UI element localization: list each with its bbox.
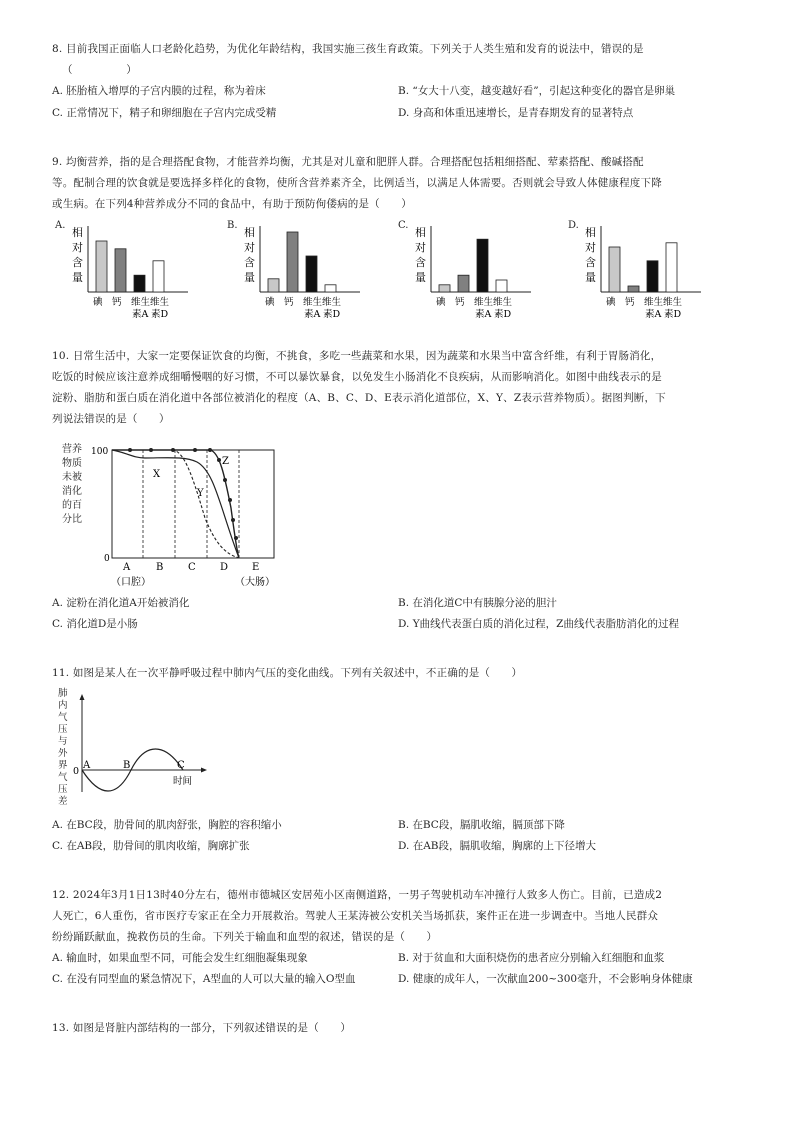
q11-option-c: C. 在AB段，肋骨间的肌肉收缩，胸廓扩张	[52, 840, 250, 852]
label-mouth: （口腔）	[111, 577, 151, 588]
q10-stem-line4: 列说法错误的是（ ）	[52, 413, 170, 425]
chart-ylabel-char: 相	[585, 226, 596, 239]
q10-stem-line2: 吃饭的时候应该注意养成细嚼慢咽的好习惯，不可以暴饮暴食，以免发生小肠消化不良疾病，从而影响消化。如图中曲线表示的是	[52, 371, 662, 383]
label-z: Z	[222, 456, 229, 467]
point-b: B	[123, 760, 131, 771]
q13-stem-line1: 13. 如图是肾脏内部结构的一部分，下列叙述错误的是（ ）	[52, 1022, 352, 1034]
digestion-ylabel-6: 分比	[62, 514, 82, 525]
chart-xlabel: 碘	[265, 297, 275, 308]
q12-option-a: A. 输血时，如果血型不同，可能会发生红细胞凝集现象	[52, 952, 308, 964]
q11-option-a: A. 在BC段，肋骨间的肌肉舒张，胸腔的容积缩小	[52, 819, 282, 831]
q11-option-b: B. 在BC段，膈肌收缩，膈顶部下降	[398, 819, 565, 831]
digestion-ylabel-3: 未被	[62, 472, 82, 483]
chart-xlabel: 维生	[131, 297, 151, 308]
q11-stem-line1: 11. 如图是某人在一次平静呼吸过程中肺内气压的变化曲线。下列有关叙述中，不正确的是（ ）	[52, 667, 523, 679]
q11-option-d: D. 在AB段，膈肌收缩，胸廓的上下径增大	[398, 840, 597, 852]
nutrient-bar	[268, 279, 279, 292]
q10-option-c: C. 消化道D是小肠	[52, 618, 138, 630]
q9-chart-letter: C.	[398, 220, 409, 231]
nutrient-bar	[628, 286, 639, 292]
curve-z	[112, 450, 239, 558]
nutrient-bar	[96, 241, 107, 292]
chart-ylabel-char: 含	[585, 256, 596, 269]
q12-option-b: B. 对于贫血和大面积烧伤的患者应分别输入红细胞和血浆	[398, 952, 665, 964]
q12-stem-line1: 12. 2024年3月1日13时40分左右，德州市德城区安居苑小区南侧道路，一男子驾驶机动车冲撞行人致多人伤亡。目前，已造成2	[52, 889, 663, 901]
chart-xlabel: 维生	[663, 297, 683, 308]
xlabel-e: E	[252, 562, 260, 573]
digestion-ylabel-1: 营养	[62, 444, 82, 455]
chart-xlabel: 碘	[93, 297, 103, 308]
q8-option-b: B. “女大十八变，越变越好看”，引起这种变化的器官是卵巢	[398, 85, 676, 97]
chart-ylabel-char: 含	[415, 256, 426, 269]
svg-text:肺: 肺	[58, 688, 68, 699]
q10-stem-line3: 淀粉、脂肪和蛋白质在消化道中各部位被消化的程度（A、B、C、D、E表示消化道部位，X、Y、Z表示营养物质）。据图判断，下	[52, 392, 666, 404]
chart-ylabel-char: 对	[585, 241, 596, 254]
chart-ylabel-char: 相	[72, 226, 83, 239]
svg-text:气: 气	[58, 712, 68, 723]
chart-xlabel: 维生	[644, 297, 664, 308]
chart-ylabel-char: 量	[415, 271, 426, 284]
q8-answer-bracket: （ ）	[62, 64, 137, 76]
svg-text:外: 外	[58, 748, 68, 759]
chart-xlabel: 钙	[455, 297, 465, 308]
chart-xlabel-line2: 素A	[645, 309, 662, 320]
chart-xlabel: 钙	[625, 297, 635, 308]
q10-stem-line1: 10. 日常生活中，大家一定要保证饮食的均衡，不挑食，多吃一些蔬菜和水果，因为蔬菜和水果当中富含纤维，有利于胃肠消化，	[52, 350, 662, 362]
chart-xlabel: 维生	[322, 297, 342, 308]
xlabel-a: A	[123, 562, 131, 573]
nutrient-bar	[325, 285, 336, 292]
q8-option-a: A. 胚胎植入增厚的子宫内膜的过程，称为着床	[52, 85, 266, 97]
nutrient-bar	[439, 285, 450, 292]
digestion-ylabel-4: 消化	[62, 486, 82, 497]
chart-xlabel-line2: 素D	[494, 309, 512, 320]
xlabel-b: B	[156, 562, 164, 573]
chart-xlabel: 钙	[284, 297, 294, 308]
chart-ylabel-char: 含	[72, 256, 83, 269]
chart-xlabel: 维生	[474, 297, 494, 308]
label-large-intestine: （大肠）	[235, 577, 275, 588]
q8-option-d: D. 身高和体重迅速增长，是青春期发育的显著特点	[398, 107, 634, 119]
breathing-xlabel: 时间	[173, 776, 193, 787]
digestion-y-top: 100	[91, 447, 109, 457]
curve-x	[112, 450, 239, 558]
nutrient-bar	[647, 261, 658, 292]
curve-y	[112, 450, 239, 558]
chart-xlabel: 碘	[436, 297, 446, 308]
chart-xlabel: 钙	[112, 297, 122, 308]
q12-option-c: C. 在没有同型血的紧急情况下，A型血的人可以大量的输入O型血	[52, 973, 356, 985]
nutrient-bar-chart	[411, 222, 541, 322]
breathing-ylabel	[58, 687, 68, 807]
nutrient-bar	[496, 280, 507, 292]
digestion-graph	[55, 438, 295, 588]
nutrient-bar-chart	[240, 222, 370, 322]
q9-chart-letter: D.	[568, 220, 579, 231]
point-a: A	[83, 760, 91, 771]
nutrient-bar	[134, 275, 145, 292]
chart-xlabel: 维生	[493, 297, 513, 308]
chart-ylabel-char: 量	[244, 271, 255, 284]
q9-chart-letter: B.	[227, 220, 238, 231]
chart-xlabel-line2: 素A	[475, 309, 492, 320]
svg-text:差: 差	[58, 796, 68, 807]
nutrient-bar	[666, 243, 677, 292]
nutrient-bar	[458, 275, 469, 292]
svg-text:压: 压	[58, 784, 68, 795]
label-x: X	[153, 469, 161, 480]
chart-xlabel: 维生	[150, 297, 170, 308]
q12-stem-line3: 纷纷踊跃献血，挽救伤员的生命。下列关于输血和血型的叙述，错误的是（ ）	[52, 931, 438, 943]
chart-xlabel-line2: 素A	[304, 309, 321, 320]
q9-stem-line2: 等。配制合理的饮食就是要选择多样化的食物，使所含营养素齐全，比例适当，以满足人体需要。否则就会导致人体健康程度下降	[52, 177, 662, 189]
chart-ylabel-char: 含	[244, 256, 255, 269]
nutrient-bar-chart	[68, 222, 198, 322]
q8-stem-line1: 8. 目前我国正面临人口老龄化趋势，为优化年龄结构，我国实施三孩生育政策。下列关于人类生殖和发育的说法中，错误的是	[52, 43, 644, 55]
nutrient-bar	[287, 232, 298, 292]
chart-ylabel-char: 对	[415, 241, 426, 254]
chart-xlabel-line2: 素D	[664, 309, 682, 320]
digestion-frame	[112, 450, 274, 558]
svg-text:压: 压	[58, 724, 68, 735]
chart-ylabel-char: 相	[244, 226, 255, 239]
chart-ylabel-char: 量	[72, 271, 83, 284]
svg-text:与: 与	[58, 736, 68, 747]
chart-ylabel-char: 相	[415, 226, 426, 239]
nutrient-bar	[115, 249, 126, 292]
q12-stem-line2: 人死亡，6人重伤，省市医疗专家正在全力开展救治。驾驶人王某涛被公安机关当场抓获，案件正在进一步调查中。当地人民群众	[52, 910, 659, 922]
chart-xlabel-line2: 素D	[323, 309, 341, 320]
breathing-graph	[55, 686, 215, 810]
chart-xlabel-line2: 素A	[132, 309, 149, 320]
xlabel-d: D	[220, 562, 229, 573]
chart-ylabel-char: 量	[585, 271, 596, 284]
nutrient-bar	[153, 261, 164, 292]
q9-stem-line1: 9. 均衡营养，指的是合理搭配食物，才能营养均衡，尤其是对儿童和肥胖人群。合理搭配包括粗细搭配、荤素搭配、酸碱搭配	[52, 156, 644, 168]
digestion-ylabel-2: 物质	[62, 458, 82, 469]
digestion-xlabels	[122, 562, 259, 573]
chart-xlabel: 维生	[303, 297, 323, 308]
nutrient-bar	[477, 239, 488, 292]
chart-ylabel-char: 对	[72, 241, 83, 254]
nutrient-bar	[609, 247, 620, 292]
svg-text:内: 内	[58, 700, 68, 711]
point-c: C	[177, 760, 185, 771]
digestion-ylabel-5: 的百	[62, 500, 82, 511]
q10-option-b: B. 在消化道C中有胰腺分泌的胆汁	[398, 597, 557, 609]
q10-option-a: A. 淀粉在消化道A开始被消化	[52, 597, 190, 609]
digestion-y-zero: 0	[104, 554, 110, 564]
svg-text:界: 界	[58, 760, 68, 771]
q10-option-d: D. Y曲线代表蛋白质的消化过程，Z曲线代表脂肪消化的过程	[398, 618, 679, 630]
nutrient-bar-chart	[581, 222, 711, 322]
xlabel-c: C	[188, 562, 196, 573]
chart-ylabel-char: 对	[244, 241, 255, 254]
svg-text:气: 气	[58, 772, 68, 783]
digestion-graph-ylabel	[62, 442, 82, 525]
q9-stem-line3: 或生病。在下列4种营养成分不同的食品中，有助于预防佝偻病的是（ ）	[52, 198, 412, 210]
q8-option-c: C. 正常情况下，精子和卵细胞在子宫内完成受精	[52, 107, 277, 119]
chart-xlabel: 碘	[606, 297, 616, 308]
breathing-zero: 0	[73, 766, 80, 777]
label-y: Y	[197, 488, 204, 499]
q12-option-d: D. 健康的成年人，一次献血200~300毫升，不会影响身体健康	[398, 973, 693, 985]
nutrient-bar	[306, 256, 317, 292]
q9-chart-letter: A.	[55, 220, 66, 231]
chart-xlabel-line2: 素D	[151, 309, 169, 320]
